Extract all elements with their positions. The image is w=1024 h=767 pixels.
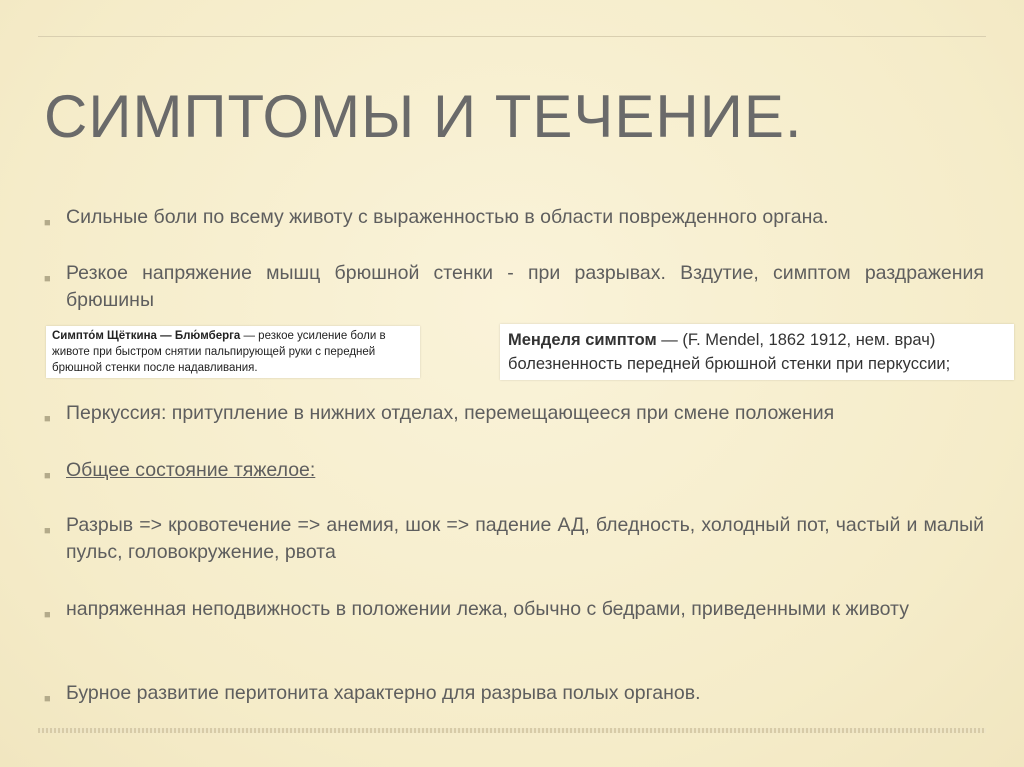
bullet-text: Общее состояние тяжелое: <box>66 459 316 481</box>
bullet-text: Перкуссия: притупление в нижних отделах, перемещающееся при смене положения <box>66 402 835 424</box>
bullet-item <box>44 457 984 484</box>
bottom-divider <box>38 728 986 733</box>
bullet-item <box>44 596 984 623</box>
bullet-marker-icon: ■ <box>44 609 51 621</box>
bullet-text: Бурное развитие перитонита характерно для разрыва полых органов. <box>66 682 701 704</box>
bullet-text: напряженная неподвижность в положении лежа, обычно с бедрами, приведенными к животу <box>66 598 909 620</box>
definition-text: — резкое усиление боли в животе при быстром снятии пальпирующей руки с передней брюшной стенки после надавливания. <box>52 330 386 374</box>
bullet-item <box>44 512 984 566</box>
slide-title: СИМПТОМЫ И ТЕЧЕНИЕ. <box>44 83 803 150</box>
bullet-marker-icon: ■ <box>44 217 51 229</box>
definition-term: Симпто́м Щёткина — Блю́мберга <box>52 330 241 342</box>
bullet-marker-icon: ■ <box>44 413 51 425</box>
bullet-item <box>44 680 984 707</box>
bullet-item <box>44 400 984 427</box>
bullet-marker-icon: ■ <box>44 470 51 482</box>
bullet-item <box>44 260 984 314</box>
mendel-symptom-definition <box>500 324 1014 380</box>
bullet-item <box>44 204 984 231</box>
bullet-marker-icon: ■ <box>44 525 51 537</box>
bullet-marker-icon: ■ <box>44 693 51 705</box>
definition-term: Менделя симптом <box>508 331 657 349</box>
top-divider <box>38 36 986 37</box>
bullet-text: Резкое напряжение мышц брюшной стенки - при разрывах. Вздутие, симптом раздражения брюшины <box>66 262 984 311</box>
bullet-marker-icon: ■ <box>44 273 51 285</box>
definition-text: — (F. Mendel, 1862 1912, нем. врач) <box>656 331 936 349</box>
definition-text: болезненность передней брюшной стенки при перкуссии; <box>508 355 951 373</box>
shchetkin-blumberg-definition <box>46 326 420 378</box>
bullet-text: Сильные боли по всему животу с выраженностью в области поврежденного органа. <box>66 206 829 228</box>
bullet-text: Разрыв => кровотечение => анемия, шок => падение АД, бледность, холодный пот, частый и малый пульс, головокружение, рвота <box>66 514 984 563</box>
